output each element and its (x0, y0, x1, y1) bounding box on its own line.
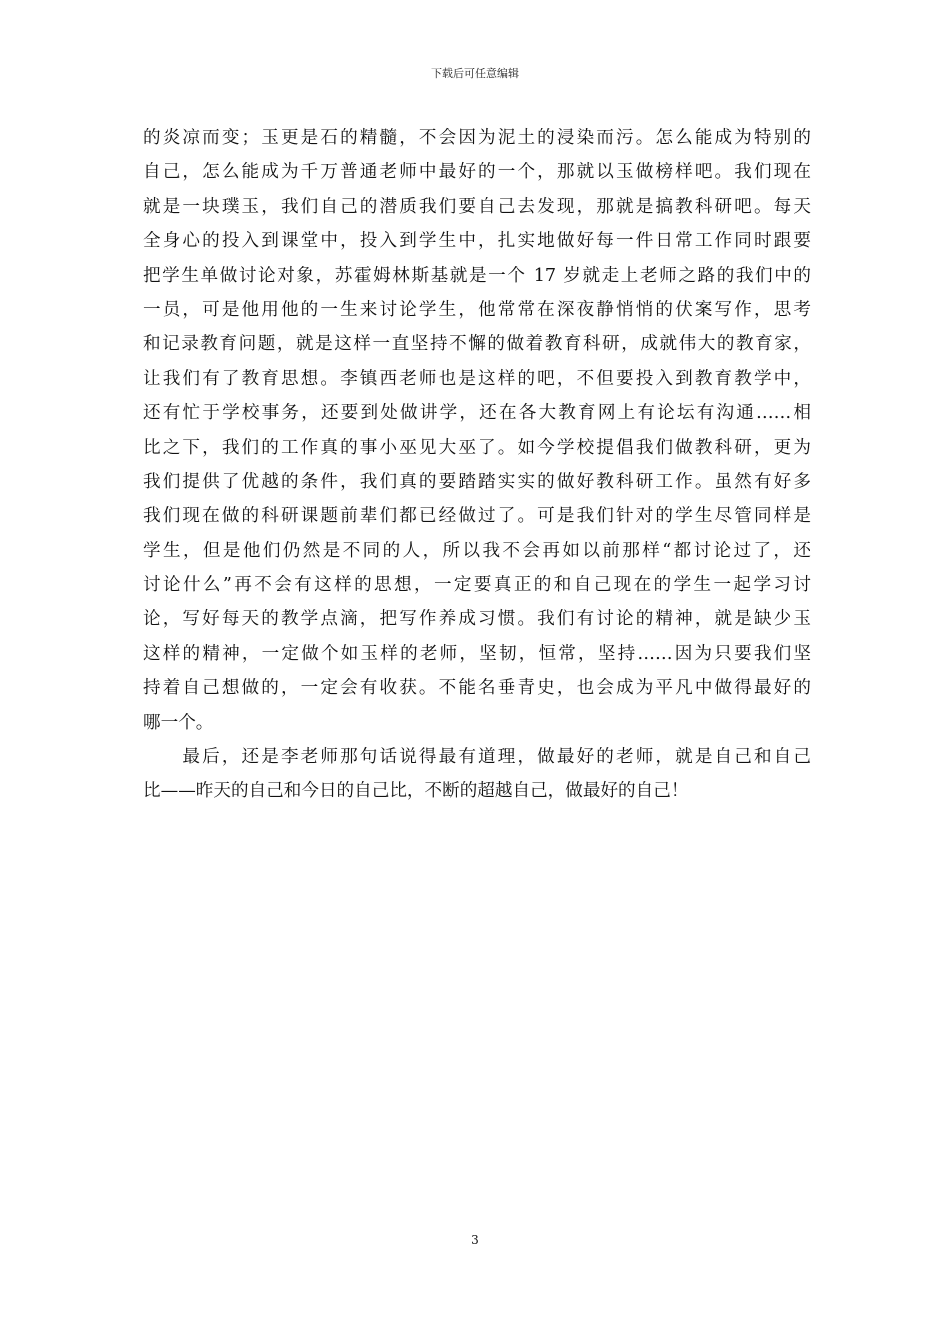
text-line: 全身心的投入到课堂中，投入到学生中，扎实地做好每一件日常工作同时跟要 (143, 231, 811, 252)
text-line: 我们现在做的科研课题前辈们都已经做过了。可是我们针对的学生尽管同样是 (143, 506, 811, 527)
page-header: 下载后可任意编辑 (431, 67, 519, 80)
text-line: 一员，可是他用他的一生来讨论学生，他常常在深夜静悄悄的伏案写作，思考 (143, 299, 811, 320)
text-line: 持着自己想做的，一定会有收获。不能名垂青史，也会成为平凡中做得最好的 (143, 678, 811, 699)
text-line: 就是一块璞玉，我们自己的潜质我们要自己去发现，那就是搞教科研吧。每天 (143, 196, 811, 217)
text-line: 和记录教育问题，就是这样一直坚持不懈的做着教育科研，成就伟大的教育家， (143, 334, 811, 355)
text-line: 最后，还是李老师那句话说得最有道理，做最好的老师，就是自己和自己 (143, 747, 811, 768)
text-line: 这样的精神，一定做个如玉样的老师，坚韧，恒常，坚持……因为只要我们坚 (143, 643, 811, 664)
text-line: 的炎凉而变；玉更是石的精髓，不会因为泥土的浸染而污。怎么能成为特别的 (143, 128, 811, 148)
text-line: 把学生单做讨论对象，苏霍姆林斯基就是一个 17 岁就走上老师之路的我们中的 (143, 265, 811, 286)
text-line: 论，写好每天的教学点滴，把写作养成习惯。我们有讨论的精神，就是缺少玉 (143, 609, 811, 630)
text-line: 自己，怎么能成为千万普通老师中最好的一个，那就以玉做榜样吧。我们现在 (143, 162, 811, 183)
text-line: 哪一个。 (143, 712, 214, 733)
text-line: 讨论什么”再不会有这样的思想，一定要真正的和自己现在的学生一起学习讨 (143, 575, 811, 596)
page-number: 3 (471, 1233, 479, 1247)
text-line: 比——昨天的自己和今日的自己比，不断的超越自己，做最好的自己！ (143, 781, 689, 802)
text-line: 让我们有了教育思想。李镇西老师也是这样的吧，不但要投入到教育教学中， (143, 368, 811, 389)
paragraph (143, 740, 811, 809)
text-line: 学生，但是他们仍然是不同的人，所以我不会再如以前那样“都讨论过了，还 (143, 540, 811, 561)
text-line: 还有忙于学校事务，还要到处做讲学，还在各大教育网上有论坛有沟通……相 (143, 403, 811, 424)
paragraph (143, 121, 811, 740)
text-line: 比之下，我们的工作真的事小巫见大巫了。如今学校提倡我们做教科研，更为 (143, 437, 811, 458)
text-line: 我们提供了优越的条件，我们真的要踏踏实实的做好教科研工作。虽然有好多 (143, 471, 811, 492)
document-body (143, 121, 811, 809)
